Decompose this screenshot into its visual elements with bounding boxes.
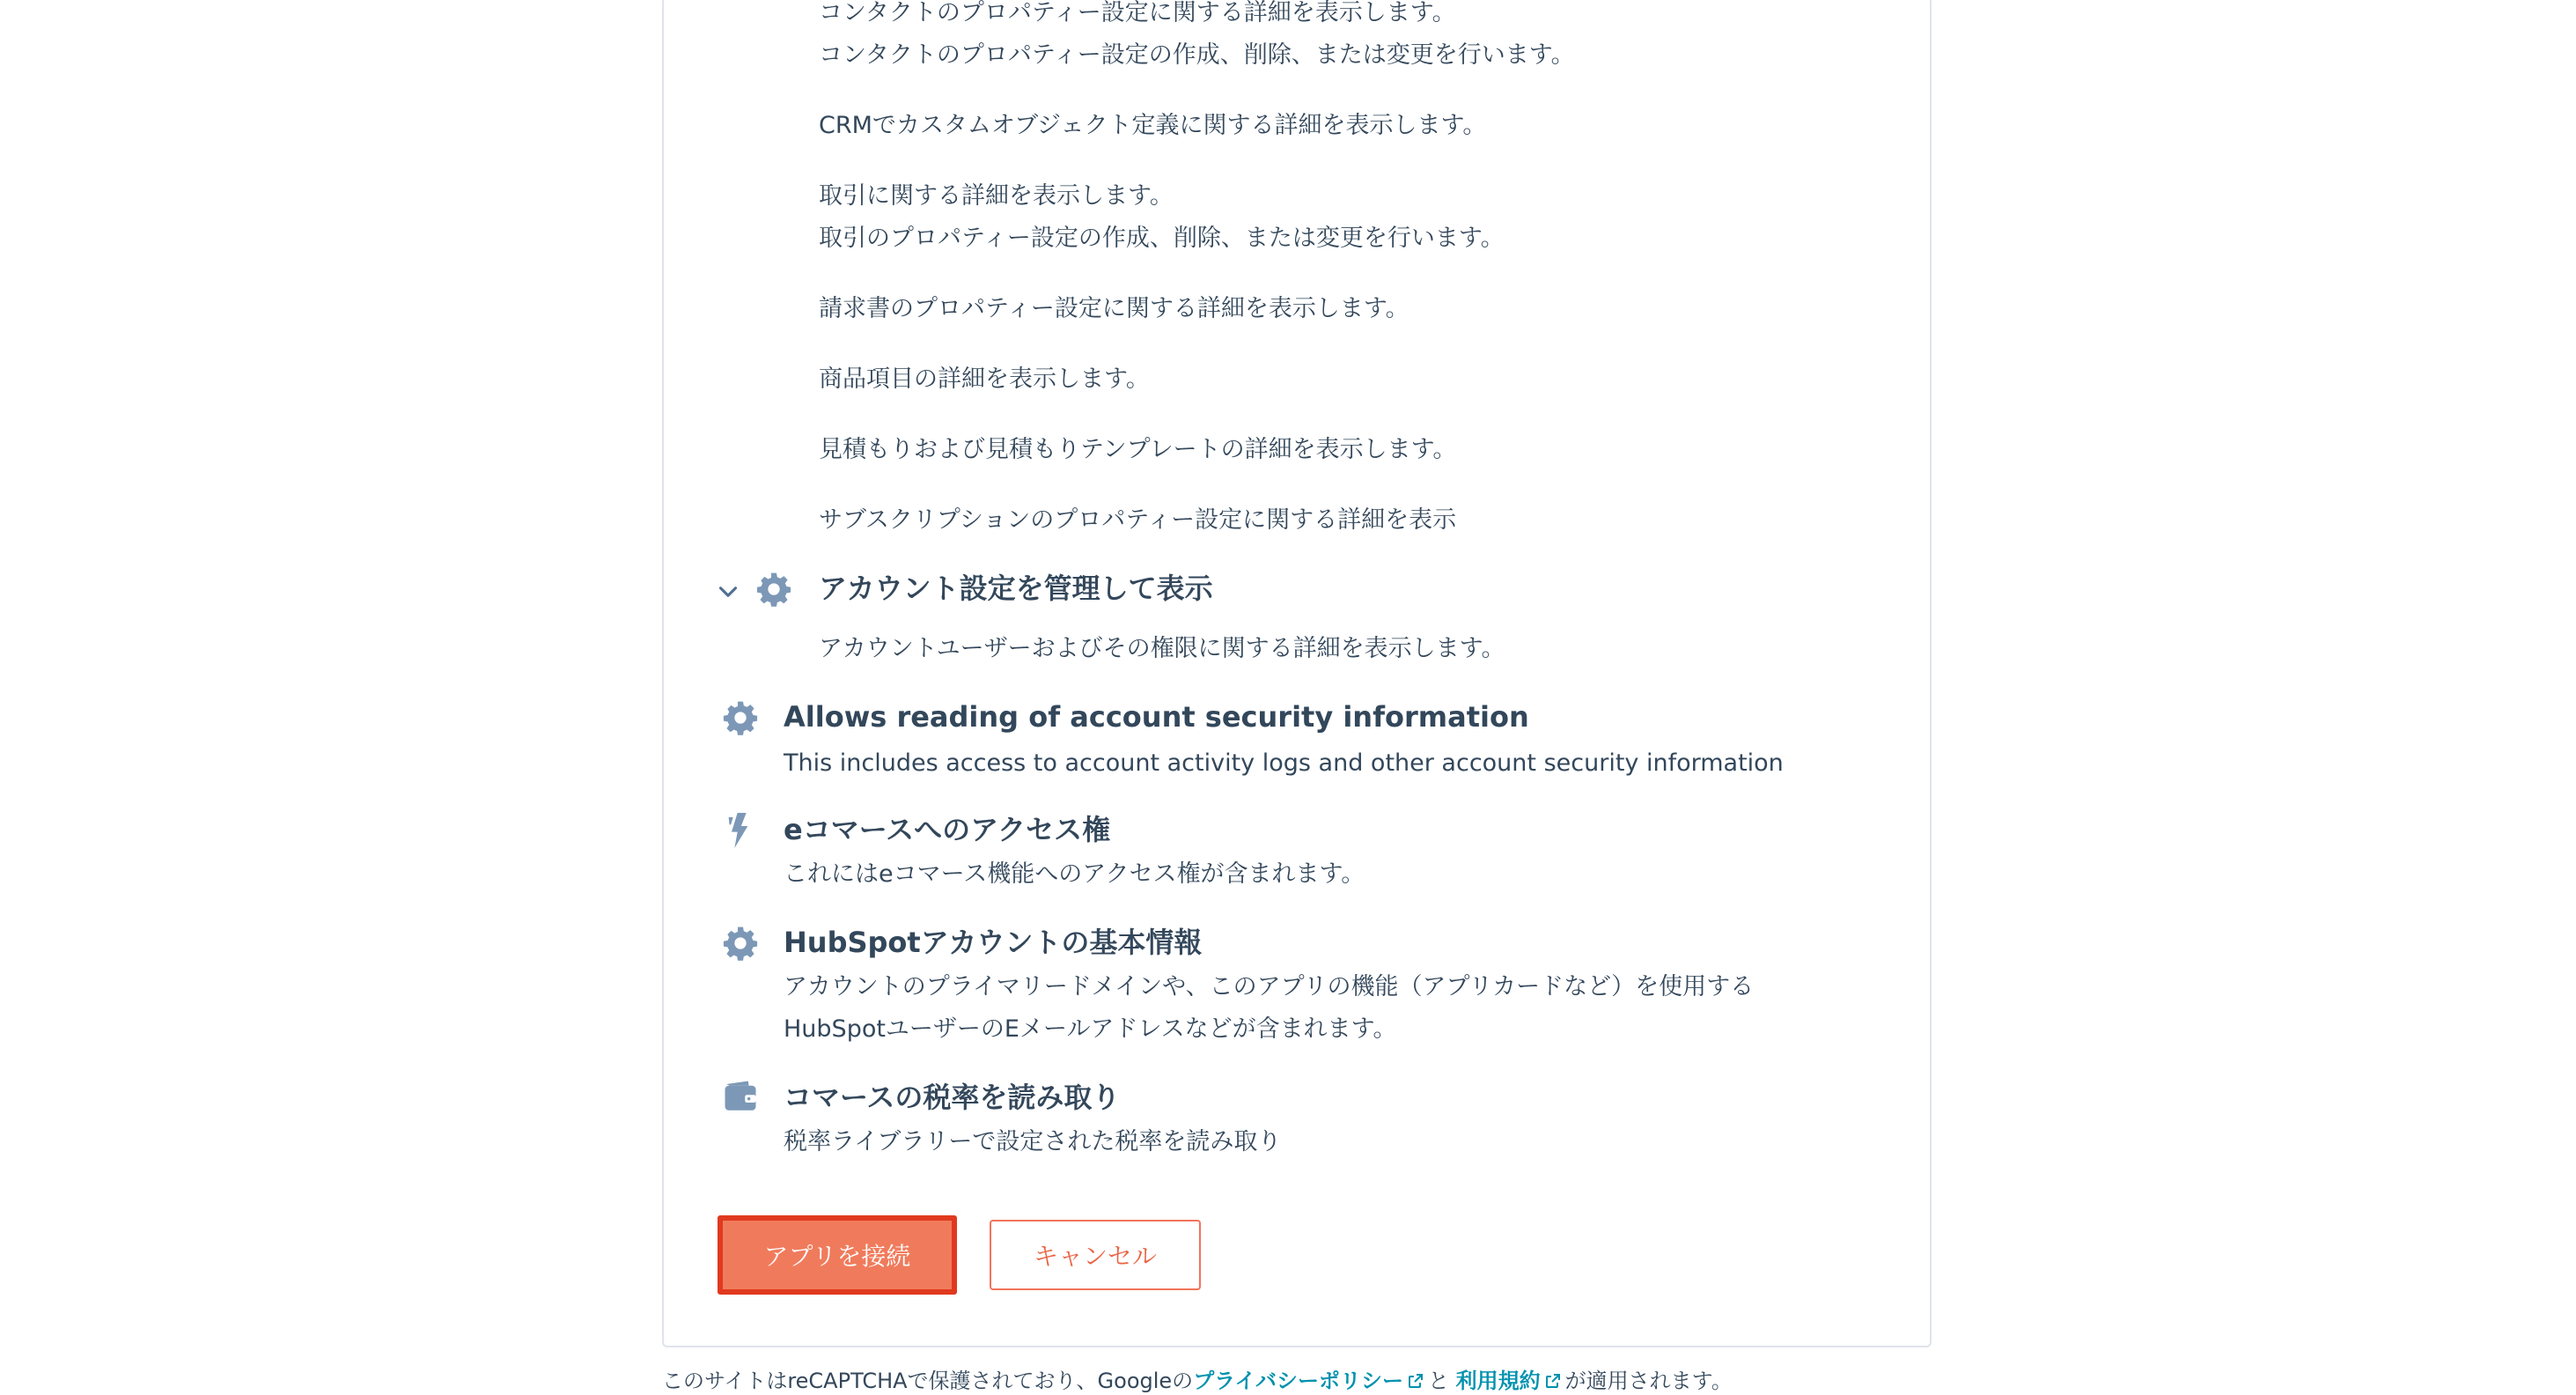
scope-line: 商品項目の詳細を表示します。 (819, 365, 1150, 393)
scope-line: コンタクトのプロパティー設定に関する詳細を表示します。 (819, 0, 1456, 26)
external-link-icon (1407, 1372, 1424, 1390)
recaptcha-notice (662, 1367, 1733, 1395)
scope-description: This includes access to account activity logs and other account security information (784, 749, 1784, 777)
scope-line: サブスクリプションのプロパティー設定に関する詳細を表示 (819, 506, 1457, 534)
scope-description: HubSpotユーザーのEメールアドレスなどが含まれます。 (784, 1015, 1397, 1043)
scope-line: 請求書のプロパティー設定に関する詳細を表示します。 (819, 295, 1409, 322)
scope-title: eコマースへのアクセス権 (784, 813, 1111, 846)
section-title-account-settings: アカウント設定を管理して表示 (819, 572, 1213, 605)
connect-app-button[interactable]: アプリを接続 (718, 1215, 957, 1295)
privacy-policy-link[interactable] (1193, 1369, 1428, 1393)
gear-icon (720, 923, 761, 963)
privacy-policy-link-label: プライバシーポリシー (1193, 1369, 1403, 1393)
scope-line: アカウントユーザーおよびその権限に関する詳細を表示します。 (819, 635, 1505, 662)
wallet-icon (720, 1076, 761, 1117)
scope-description: 税率ライブラリーで設定された税率を読み取り (784, 1128, 1282, 1155)
scope-description: これにはeコマース機能へのアクセス権が含まれます。 (784, 860, 1365, 888)
scope-title: コマースの税率を読み取り (784, 1081, 1121, 1114)
lightning-icon (720, 810, 761, 851)
scope-line: CRMでカスタムオブジェクト定義に関する詳細を表示します。 (819, 112, 1487, 139)
terms-link[interactable] (1456, 1369, 1565, 1393)
gear-icon (720, 698, 761, 738)
footer-text: このサイトはreCAPTCHAで保護されており、Googleの (662, 1369, 1194, 1393)
scope-line: 取引のプロパティー設定の作成、削除、または変更を行います。 (819, 225, 1505, 252)
footer-text: が適用されます。 (1564, 1369, 1733, 1393)
scope-title: Allows reading of account security information (784, 700, 1529, 734)
terms-link-label: 利用規約 (1455, 1369, 1541, 1393)
scope-line: 取引に関する詳細を表示します。 (819, 182, 1174, 210)
external-link-icon (1544, 1372, 1562, 1390)
scope-description: アカウントのプライマリードメインや、このアプリの機能（アプリカードなど）を使用する (784, 973, 1755, 1000)
gear-icon (754, 569, 794, 609)
scope-title: HubSpotアカウントの基本情報 (784, 926, 1203, 959)
chevron-down-icon[interactable] (713, 577, 743, 607)
scope-line: コンタクトのプロパティー設定の作成、削除、または変更を行います。 (819, 41, 1575, 69)
footer-text: と (1428, 1369, 1449, 1393)
scope-line: 見積もりおよび見積もりテンプレートの詳細を表示します。 (819, 436, 1457, 463)
cancel-button[interactable]: キャンセル (990, 1220, 1201, 1290)
